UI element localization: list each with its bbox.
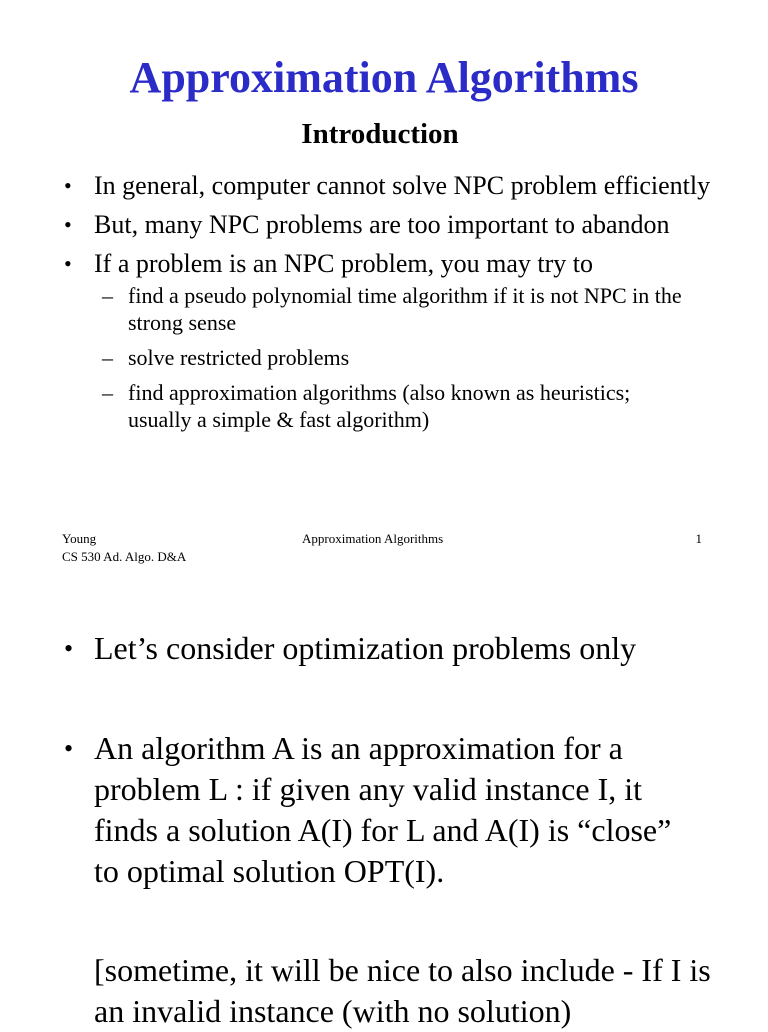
bullet-text: Let’s consider optimization problems only — [94, 630, 637, 666]
bullet-icon: • — [64, 212, 72, 237]
bullet-item — [0, 170, 720, 202]
bullet-icon: • — [64, 734, 74, 763]
bullet-text: An algorithm A is an approximation for a problem L : if given any valid instance I, it finds a solution A(I) for L and A(I) is “close” to optimal solution OPT(I). — [94, 730, 672, 889]
slide-subtitle: Introduction — [301, 118, 459, 150]
slide-footer — [62, 530, 710, 570]
slide-title: Approximation Algorithms — [129, 53, 639, 102]
dash-icon: – — [102, 380, 113, 405]
sub-bullet-text: solve restricted problems — [128, 345, 350, 370]
bullet-item — [0, 628, 694, 669]
footer-page-number: 1 — [695, 531, 702, 546]
bullet-item — [0, 248, 720, 433]
sub-bullet-list — [94, 282, 720, 433]
bullet-item — [0, 209, 720, 241]
bullet-text: In general, computer cannot solve NPC problem efficiently — [94, 171, 711, 200]
bullet-text: If a problem is an NPC problem, you may try to — [94, 249, 593, 278]
bullet-icon: • — [64, 634, 74, 663]
bullet-icon: • — [64, 251, 72, 276]
note-paragraph: [sometime, it will be nice to also include - If I is an invalid instance (with no solution) — [94, 952, 711, 1029]
dash-icon: – — [102, 283, 113, 308]
footer-author: Young — [62, 531, 97, 546]
footer-course: CS 530 Ad. Algo. D&A — [62, 549, 187, 564]
bullet-item — [0, 728, 694, 892]
bullet-list — [0, 170, 720, 441]
footer-center-title: Approximation Algorithms — [302, 531, 444, 546]
dash-icon: – — [102, 345, 113, 370]
sub-bullet-item — [0, 379, 688, 433]
bullet-text: But, many NPC problems are too important to abandon — [94, 210, 670, 239]
sub-bullet-text: find a pseudo polynomial time algorithm if it is not NPC in the strong sense — [128, 283, 682, 335]
sub-bullet-text: find approximation algorithms (also known as heuristics; usually a simple & fast algorithm) — [128, 380, 631, 432]
sub-bullet-item — [0, 282, 688, 336]
slide-2 — [0, 580, 768, 1029]
footer-left — [62, 530, 186, 566]
bullet-icon: • — [64, 173, 72, 198]
sub-bullet-item — [0, 344, 688, 371]
